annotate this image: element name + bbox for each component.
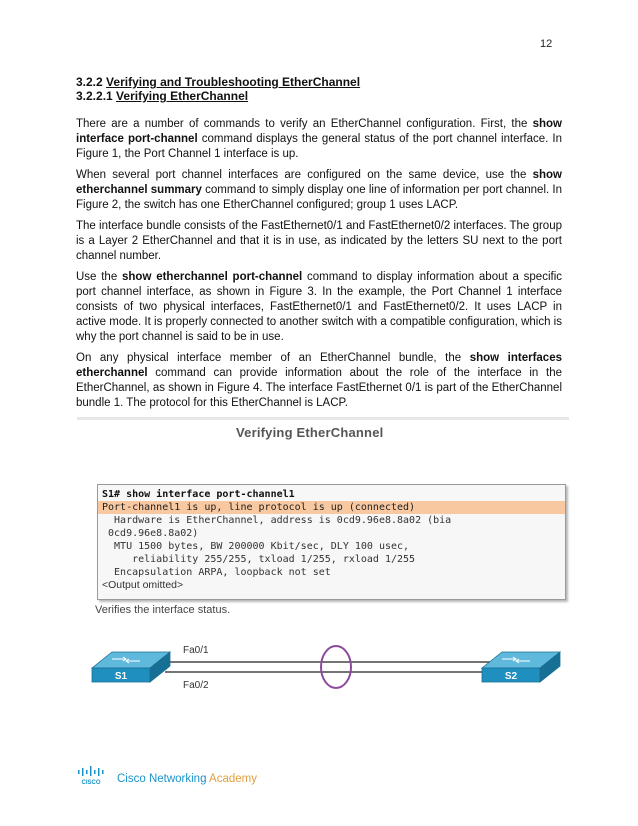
cli-highlighted-status-line: Port-channel1 is up, line protocol is up (connected) <box>98 501 565 514</box>
figure-divider <box>77 417 569 420</box>
command-show-etherchannel-summary: show etherchannel summary <box>76 169 562 196</box>
heading-3-2-2-1 <box>76 89 360 103</box>
subheading-number: 3.2.2.1 <box>76 89 113 103</box>
etherchannel-bundle-ring <box>321 646 351 688</box>
port-label-fa0-2: Fa0/2 <box>183 680 209 691</box>
cisco-logo-wordmark: CISCO <box>81 780 101 786</box>
footer-cisco-text: Cisco Networking <box>117 773 210 785</box>
cli-line: Hardware is EtherChannel, address is 0cd9.96e8.8a02 (bia <box>102 515 452 526</box>
port-label-fa0-1: Fa0/1 <box>183 645 209 656</box>
paragraph-1: There are a number of commands to verify an EtherChannel configuration. First, the show interface port-channel command displays the general status of the port channel interface. In Figure 1, the Port Channel 1 interface is up. <box>76 118 562 160</box>
heading-title: Verifying and Troubleshooting EtherChannel <box>106 75 361 89</box>
topology-diagram <box>0 630 638 700</box>
paragraph-5: On any physical interface member of an EtherChannel bundle, the show interfaces etherchannel command can provide information about the role of the interface in the EtherChannel, as shown in Figure 4. The interface FastEthernet 0/1 is part of the EtherChannel bundle 1. The protocol for this EtherChannel is LACP. <box>76 352 562 409</box>
switch-s1-icon <box>92 652 170 682</box>
cli-line: reliability 255/255, txload 1/255, rxload 1/255 <box>102 554 416 565</box>
paragraph-2: When several port channel interfaces are configured on the same device, use the show etherchannel summary command to simply display one line of information per port channel. In Figure 2, the switch has one EtherChannel configured; group 1 uses LACP. <box>76 169 562 211</box>
footer-academy-text: Academy <box>209 773 257 785</box>
command-show-etherchannel-port-channel: show etherchannel port-channel <box>122 271 303 283</box>
heading-number: 3.2.2 <box>76 75 103 89</box>
switch-s2-label: S2 <box>504 671 518 682</box>
cli-line: Encapsulation ARPA, loopback not set <box>102 567 331 578</box>
switch-s1-label: S1 <box>114 671 128 682</box>
figure-caption: Verifies the interface status. <box>95 604 231 616</box>
switch-s2-icon <box>482 652 560 682</box>
figure-title: Verifying EtherChannel <box>236 425 384 440</box>
cli-command-line: S1# show interface port-channel1 <box>102 489 295 500</box>
command-show-interfaces-etherchannel: show interfaces etherchannel <box>76 352 562 379</box>
cli-output-omitted: <Output omitted> <box>102 579 184 591</box>
page-number: 12 <box>540 38 553 50</box>
cli-line: 0cd9.96e8.8a02) <box>102 528 199 539</box>
section-headings <box>76 75 360 103</box>
cli-output-box <box>97 484 566 600</box>
cisco-logo-icon <box>76 766 112 786</box>
cli-line: MTU 1500 bytes, BW 200000 Kbit/sec, DLY 100 usec, <box>102 541 410 552</box>
paragraph-4: Use the show etherchannel port-channel command to display information about a specific port channel interface, as shown in Figure 3. In the example, the Port Channel 1 interface consists of two physical interfaces, FastEthernet0/1 and FastEthernet0/2. It uses LACP in active mode. It is properly connected to another switch with a compatible configuration, which is why the port channel is said to be in use. <box>76 271 563 343</box>
footer-branding <box>117 773 257 785</box>
subheading-title: Verifying EtherChannel <box>116 89 249 103</box>
heading-3-2-2 <box>76 75 360 89</box>
command-show-interface-port-channel: show interface port-channel <box>76 118 562 145</box>
paragraph-3: The interface bundle consists of the FastEthernet0/1 and FastEthernet0/2 interfaces. The group is a Layer 2 EtherChannel and that it is in use, as indicated by the letters SU next to the port channel number. <box>76 220 562 262</box>
